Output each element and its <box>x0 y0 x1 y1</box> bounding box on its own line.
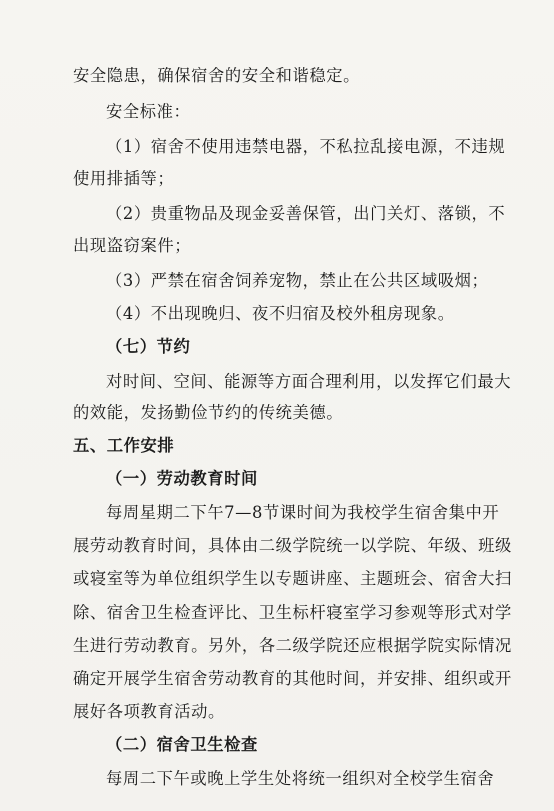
text-line: 的效能，发扬勤俭节约的传统美德。 <box>73 403 344 422</box>
text-line: （2）贵重物品及现金妥善保管，出门关灯、落锁，不 <box>106 204 506 223</box>
text-line: （3）严禁在宿舍饲养宠物，禁止在公共区域吸烟； <box>106 271 489 290</box>
text-line: 展好各项教育活动。 <box>73 702 225 721</box>
text-line: 安全标准： <box>106 102 191 121</box>
text-line: 确定开展学生宿舍劳动教育的其他时间，并安排、组织或开 <box>73 669 512 688</box>
text-line: 安全隐患，确保宿舍的安全和谐稳定。 <box>73 66 360 85</box>
subsection-heading: （一）劳动教育时间 <box>106 469 258 488</box>
text-line: 展劳动教育时间，具体由二级学院统一以学院、年级、班级 <box>73 536 512 555</box>
text-line: 每周二下午或晚上学生处将统一组织对全校学生宿舍 <box>106 769 495 788</box>
text-line: 或寝室等为单位组织学生以专题讲座、主题班会、宿舍大扫 <box>73 569 512 588</box>
text-line: 对时间、空间、能源等方面合理利用，以发挥它们最大 <box>106 372 512 391</box>
section-heading: 五、工作安排 <box>73 436 175 455</box>
text-line: 生进行劳动教育。另外，各二级学院还应根据学院实际情况 <box>73 636 512 655</box>
text-line: （1）宿舍不使用违禁电器，不私拉乱接电源，不违规 <box>106 137 506 156</box>
text-line: （4）不出现晚归、夜不归宿及校外租房现象。 <box>106 304 455 323</box>
section-heading: （七）节约 <box>106 337 191 356</box>
text-line: 除、宿舍卫生检查评比、卫生标杆寝室学习参观等形式对学 <box>73 603 512 622</box>
text-line: 出现盗窃案件； <box>73 236 192 255</box>
subsection-heading: （二）宿舍卫生检查 <box>106 735 258 754</box>
text-line: 使用排插等； <box>73 169 175 188</box>
text-line: 每周星期二下午7—8节课时间为我校学生宿舍集中开 <box>106 503 500 522</box>
